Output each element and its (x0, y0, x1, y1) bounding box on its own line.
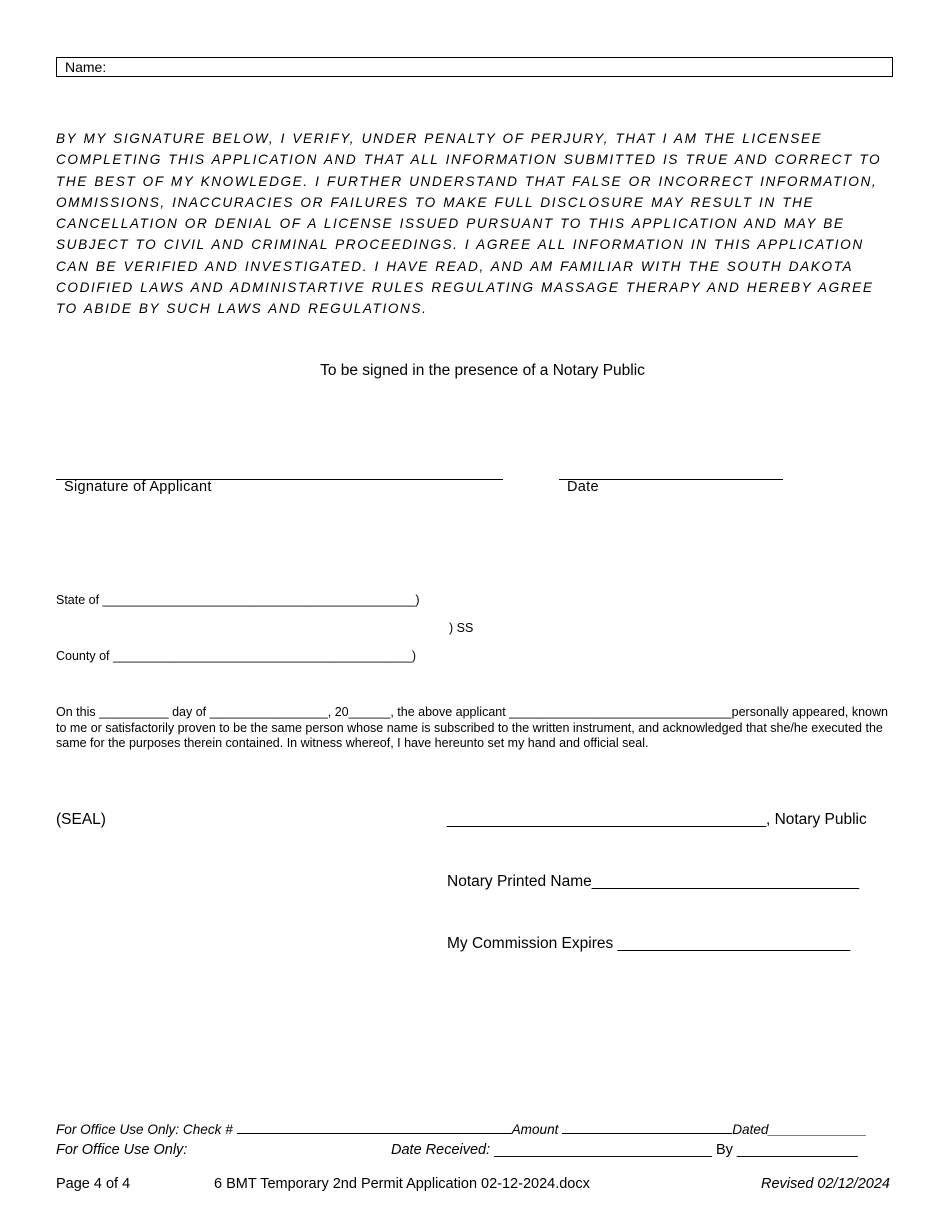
notary-acknowledgment: On this __________ day of _________________, 20______, the above applicant ________________________________personally appeared, known to me or satisfactorily proven to be the same person whose name is subscribed to the written instrument, and acknowledged that she/he executed the same for the purposes therein contained. In witness whereof, I have hereunto set my hand and official seal. (56, 705, 888, 750)
name-label: Name: (65, 59, 107, 75)
signature-label: Signature of Applicant (64, 479, 212, 495)
commission-expires-line: My Commission Expires ___________________________ (447, 935, 851, 952)
amount-label: Amount (511, 1122, 559, 1137)
page-number: Page 4 of 4 (56, 1176, 131, 1192)
amount-blank[interactable] (562, 1133, 732, 1134)
county-line: County of ___________________________________________) (56, 649, 417, 663)
state-line: State of _____________________________________________) (56, 593, 420, 607)
revised-date: Revised 02/12/2024 (761, 1176, 890, 1192)
by-blank: _______________ (732, 1142, 858, 1158)
notary-public-signature-line: _____________________________________, Notary Public (447, 811, 867, 828)
office-use-check-label: For Office Use Only: Check # (56, 1122, 233, 1137)
date-received-label: Date Received: (391, 1142, 491, 1158)
check-number-blank[interactable] (237, 1133, 512, 1134)
dated-blank: _____________ (768, 1122, 867, 1137)
ss-label: ) SS (449, 621, 474, 635)
office-use-row-1 (56, 1122, 867, 1137)
document-filename: 6 BMT Temporary 2nd Permit Application 02-12-2024.docx (214, 1176, 590, 1192)
name-field[interactable] (56, 57, 893, 77)
office-use-label-2: For Office Use Only: (56, 1142, 188, 1158)
office-use-row-2 (391, 1142, 858, 1158)
notary-presence-note: To be signed in the presence of a Notary Public (320, 362, 645, 379)
affirmation-statement: BY MY SIGNATURE BELOW, I VERIFY, UNDER PENALTY OF PERJURY, THAT I AM THE LICENSEE COMPLETING THIS APPLICATION AND THAT ALL INFORMATION SUBMITTED IS TRUE AND CORRECT TO THE BEST OF MY KNOWLEDGE. I FURTHER UNDERSTAND THAT FALSE OR INCORRECT INFORMATION, OMMISSIONS, INACCURACIES OR FAILURES TO MAKE FULL DISCLOSURE MAY RESULT IN THE CANCELLATION OR DENIAL OF A LICENSE ISSUED PURSUANT TO THIS APPLICATION AND MAY BE SUBJECT TO CIVIL AND CRIMINAL PROCEEDINGS. I AGREE ALL INFORMATION IN THIS APPLICATION CAN BE VERIFIED AND INVESTIGATED. I HAVE READ, AND AM FAMILIAR WITH THE SOUTH DAKOTA CODIFIED LAWS AND ADMINISTARTIVE RULES REGULATING MASSAGE THERAPY AND HEREBY AGREE TO ABIDE BY SUCH LAWS AND REGULATIONS. (56, 131, 882, 317)
by-label: By (715, 1142, 733, 1158)
notary-printed-name-line: Notary Printed Name_______________________________ (447, 873, 859, 890)
date-label: Date (567, 479, 599, 495)
dated-label: Dated (732, 1122, 769, 1137)
date-received-blank: ___________________________ (490, 1142, 712, 1158)
seal-label: (SEAL) (56, 811, 106, 828)
